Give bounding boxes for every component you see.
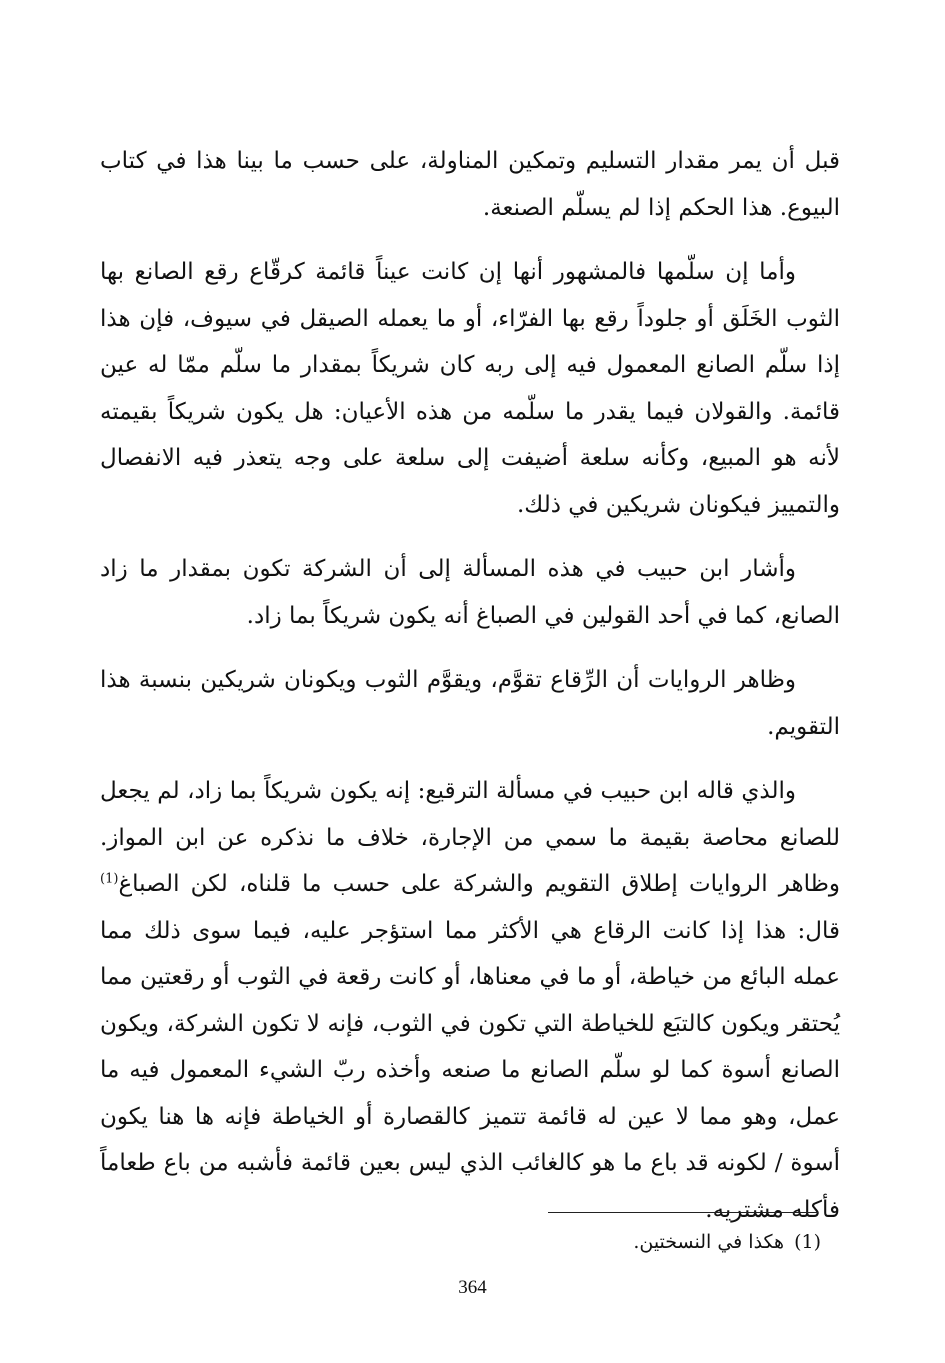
page-body bbox=[100, 138, 840, 1251]
paragraph-2: وأما إن سلّمها فالمشهور أنها إن كانت عيناً قائمة كرقّاع رقع الصانع بها الثوب الخَلَق أو جلوداً رقع بها الفرّاء، أو ما يعمله الصيقل في سيوف، فإن هذا إذا سلّم الصانع المعمول فيه إلى ربه كان شريكاً بمقدار ما سلّم ممّا له عين قائمة. والقولان فيما يقدر ما سلّمه من هذه الأعيان: هل يكون شريكاً بقيمته لأنه هو المبيع، وكأنه سلعة أضيفت إلى سلعة على وجه يتعذر فيه الانفصال والتمييز فيكونان شريكين في ذلك. bbox=[100, 259, 840, 518]
footnote-number: (1) bbox=[794, 1231, 821, 1253]
paragraph-4: وظاهر الروايات أن الرِّقاع تقوَّم، ويقوَّم الثوب ويكونان شريكين بنسبة هذا التقويم. bbox=[100, 667, 840, 740]
paragraph-1: قبل أن يمر مقدار التسليم وتمكين المناولة، على حسب ما بينا هذا في كتاب البيوع. هذا الحكم إذا لم يسلّم الصنعة. bbox=[100, 148, 840, 221]
paragraph-5-part-1: والذي قاله ابن حبيب في مسألة الترقيع: إنه يكون شريكاً بما زاد، لم يجعل للصانع محاصة بقيمة ما سمي من الإجارة، خلاف ما نذكره عن ابن المواز. وظاهر الروايات إطلاق التقويم والشركة على حسب ما قلناه، لكن الصباغ bbox=[100, 778, 840, 897]
footnote bbox=[633, 1228, 821, 1256]
page-number: 364 bbox=[458, 1277, 487, 1298]
footnote-divider bbox=[548, 1212, 818, 1213]
footnote-reference[interactable]: (1) bbox=[100, 871, 119, 887]
paragraph-5 bbox=[100, 768, 840, 1233]
footnote-text: هكذا في النسختين. bbox=[633, 1231, 785, 1253]
paragraph-3: وأشار ابن حبيب في هذه المسألة إلى أن الشركة تكون بمقدار ما زاد الصانع، كما في أحد القولين في الصباغ أنه يكون شريكاً بما زاد. bbox=[100, 556, 840, 629]
paragraph-5-part-2: قال: هذا إذا كانت الرقاع هي الأكثر مما استؤجر عليه، فيما سوى ذلك مما عمله البائع من خياطة، أو ما في معناها، أو كانت رقعة في الثوب أو رقعتين مما يُحتقر ويكون كالتبَع للخياطة التي تكون في الثوب، فإنه لا تكون الشركة، ويكون الصانع أسوة كما لو سلّم الصانع ما صنعه وأخذه ربّ الشيء المعمول فيه ما عمل، وهو مما لا عين له قائمة تتميز كالقصارة أو الخياطة فإنه ها هنا يكون أسوة / لكونه قد باع ما هو كالغائب الذي ليس بعين قائمة فأشبه من باع طعاماً فأكله مشتريه. bbox=[100, 917, 840, 1223]
